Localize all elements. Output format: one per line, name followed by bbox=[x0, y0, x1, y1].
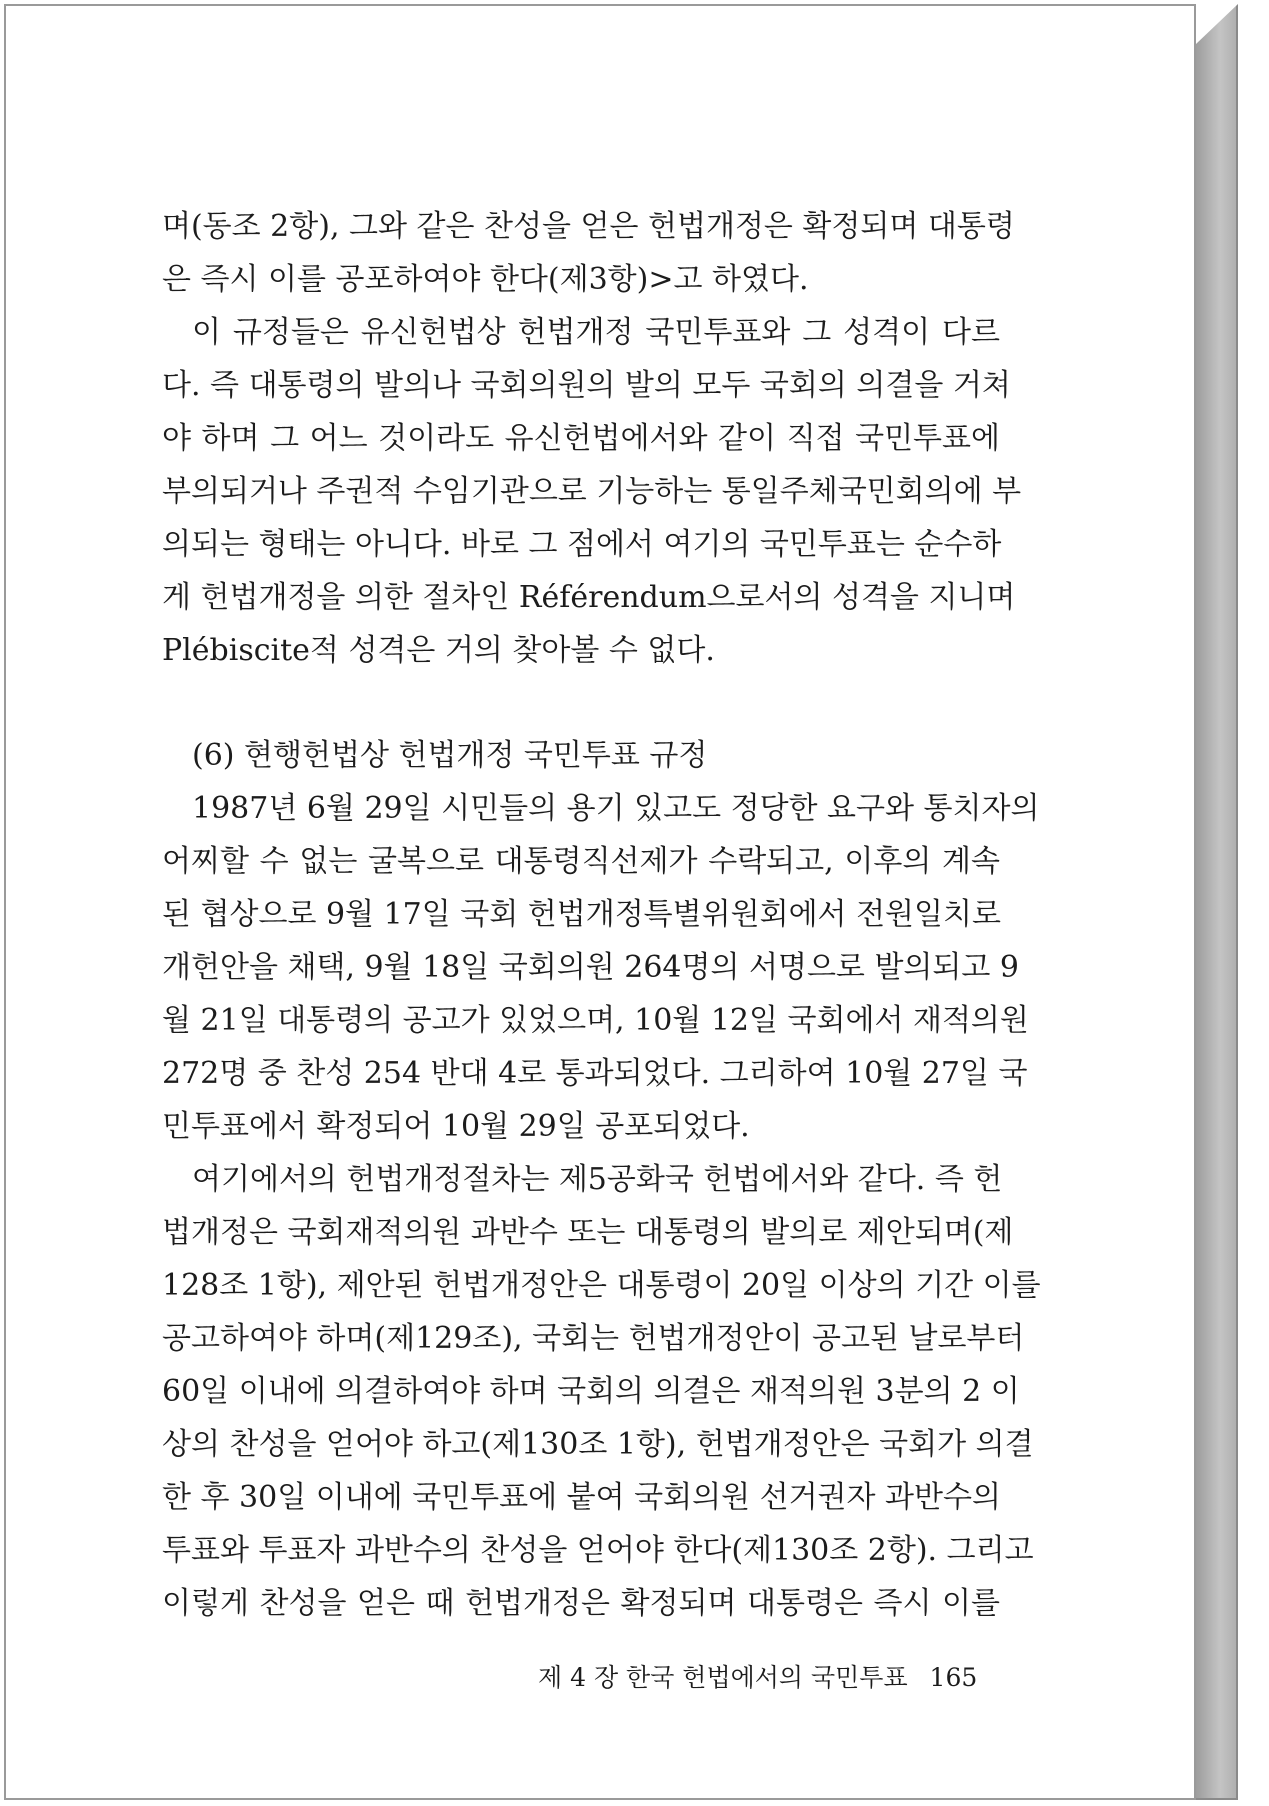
text-line: 60일 이내에 의결하여야 하며 국회의 의결은 재적의원 3분의 2 이 bbox=[162, 1374, 1020, 1409]
text-line: 한 후 30일 이내에 국민투표에 붙여 국회의원 선거권자 과반수의 bbox=[162, 1480, 1001, 1515]
text-line: 민투표에서 확정되어 10월 29일 공포되었다. bbox=[162, 1109, 750, 1144]
text-line: 투표와 투표자 과반수의 찬성을 얻어야 한다(제130조 2항). 그리고 bbox=[162, 1533, 1034, 1568]
page-edge-corner bbox=[1196, 4, 1238, 44]
text-line: 월 21일 대통령의 공고가 있었으며, 10월 12일 국회에서 재적의원 bbox=[162, 1003, 1029, 1038]
text-line: 공고하여야 하며(제129조), 국회는 헌법개정안이 공고된 날로부터 bbox=[162, 1321, 1025, 1356]
text-line: 부의되거나 주권적 수임기관으로 기능하는 통일주체국민회의에 부 bbox=[162, 474, 1022, 509]
text-line: 개헌안을 채택, 9월 18일 국회의원 264명의 서명으로 발의되고 9 bbox=[162, 950, 1019, 985]
running-footer bbox=[538, 1658, 978, 1694]
text-line: 은 즉시 이를 공포하여야 한다(제3항)>고 하였다. bbox=[162, 262, 809, 297]
page-number: 165 bbox=[929, 1663, 978, 1692]
text-line: 게 헌법개정을 의한 절차인 Référendum으로서의 성격을 지니며 bbox=[162, 580, 1016, 615]
text-line: 이 규정들은 유신헌법상 헌법개정 국민투표와 그 성격이 다르 bbox=[192, 315, 1000, 350]
text-line: 상의 찬성을 얻어야 하고(제130조 1항), 헌법개정안은 국회가 의결 bbox=[162, 1427, 1034, 1462]
page-edge-shadow bbox=[1196, 4, 1238, 1800]
text-line: 며(동조 2항), 그와 같은 찬성을 얻은 헌법개정은 확정되며 대통령 bbox=[162, 209, 1015, 244]
text-line: 야 하며 그 어느 것이라도 유신헌법에서와 같이 직접 국민투표에 bbox=[162, 421, 1000, 456]
page-body-text bbox=[162, 200, 1041, 1630]
text-line: 1987년 6월 29일 시민들의 용기 있고도 정당한 요구와 통치자의 bbox=[192, 791, 1040, 826]
text-line: 이렇게 찬성을 얻은 때 헌법개정은 확정되며 대통령은 즉시 이를 bbox=[162, 1586, 1000, 1621]
section-heading: (6) 현행헌법상 헌법개정 국민투표 규정 bbox=[192, 738, 708, 773]
text-line: 여기에서의 헌법개정절차는 제5공화국 헌법에서와 같다. 즉 헌 bbox=[192, 1162, 1003, 1197]
chapter-title: 제 4 장 한국 헌법에서의 국민투표 bbox=[538, 1663, 908, 1692]
text-line: Plébiscite적 성격은 거의 찾아볼 수 없다. bbox=[162, 633, 715, 668]
text-line: 128조 1항), 제안된 헌법개정안은 대통령이 20일 이상의 기간 이를 bbox=[162, 1268, 1041, 1303]
text-line: 의되는 형태는 아니다. 바로 그 점에서 여기의 국민투표는 순수하 bbox=[162, 527, 1002, 562]
text-line: 272명 중 찬성 254 반대 4로 통과되었다. 그리하여 10월 27일 국 bbox=[162, 1056, 1028, 1091]
text-line: 어찌할 수 없는 굴복으로 대통령직선제가 수락되고, 이후의 계속 bbox=[162, 844, 1000, 879]
text-line: 된 협상으로 9월 17일 국회 헌법개정특별위원회에서 전원일치로 bbox=[162, 897, 1001, 932]
text-line: 다. 즉 대통령의 발의나 국회의원의 발의 모두 국회의 의결을 거쳐 bbox=[162, 368, 1011, 403]
text-line: 법개정은 국회재적의원 과반수 또는 대통령의 발의로 제안되며(제 bbox=[162, 1215, 1014, 1250]
